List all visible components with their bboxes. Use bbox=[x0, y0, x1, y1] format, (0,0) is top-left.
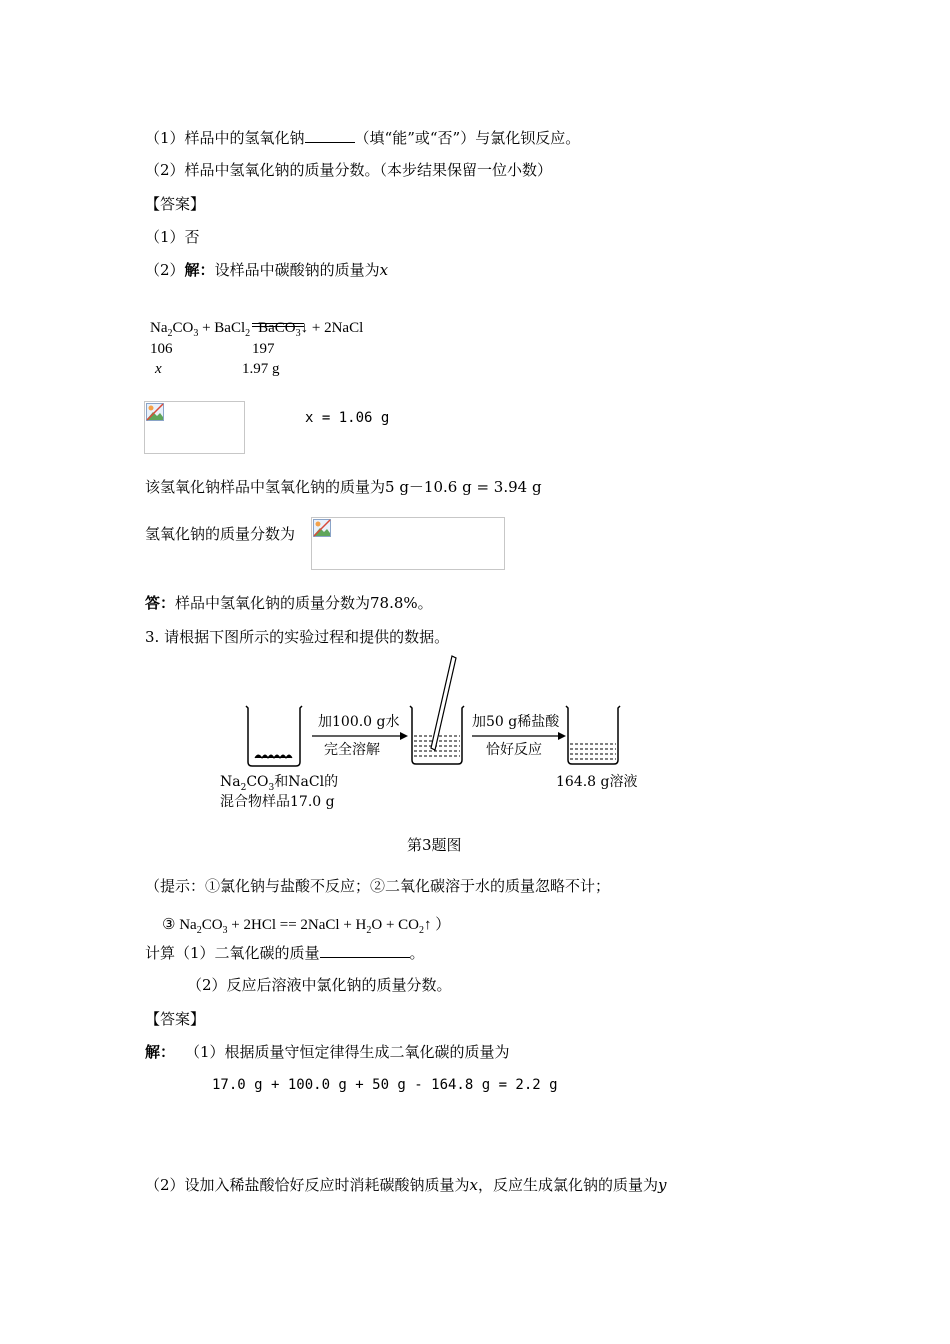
given-mass: 1.97 g bbox=[242, 361, 280, 377]
beaker-result bbox=[566, 706, 620, 764]
mass-fraction-line: 氢氧化钠的质量分数为 bbox=[145, 525, 296, 543]
figure-caption: 第3题图 bbox=[407, 836, 462, 854]
solution-2: （2）设加入稀盐酸恰好反应时消耗碳酸钠质量为x，反应生成氯化钠的质量为y bbox=[145, 1176, 667, 1194]
calc-2: （2）反应后溶液中氯化钠的质量分数。 bbox=[187, 976, 452, 994]
hint-line: （提示：①氯化钠与盐酸不反应；②二氧化碳溶于水的质量忽略不计； bbox=[145, 877, 611, 895]
naoh-mass-line: 该氢氧化钠样品中氢氧化钠的质量为5 g－10.6 g = 3.94 g bbox=[145, 478, 542, 496]
blank-line[interactable] bbox=[305, 127, 355, 143]
hint-equation: ③ $Na_2CO_3 + 2HCl$ == 2NaCl + $H_2O$ + $CO_2↑$ ） bbox=[162, 917, 451, 936]
answer-header: 【答案】 bbox=[145, 195, 206, 213]
answer-1: （1）否 bbox=[145, 228, 200, 246]
solution-1: 解： （1）根据质量守恒定律得生成二氧化碳的质量为 bbox=[145, 1043, 510, 1061]
beaker-solution bbox=[410, 656, 464, 764]
step1-bottom: 完全溶解 bbox=[324, 742, 380, 758]
reaction-equation: $Na_2CO_3$ + BaCl$_2$ BaCO$_3$↓ + 2NaCl bbox=[150, 320, 364, 339]
step2-bottom: 恰好反应 bbox=[486, 742, 542, 758]
q2-sub1: （1）样品中的氢氧化钠 （填“能”或“否”）与氯化钡反应。 bbox=[145, 129, 581, 147]
fraction-image-placeholder bbox=[311, 517, 505, 570]
molar-mass-1: 106 bbox=[150, 341, 173, 357]
sample-label-1: $Na_2CO_3$和NaCl的 bbox=[220, 774, 339, 793]
step1-top: 加100.0 g水 bbox=[318, 714, 400, 730]
result-x: x = 1.06 g bbox=[305, 410, 390, 426]
formula-image-placeholder bbox=[144, 401, 245, 454]
blank-line[interactable] bbox=[320, 942, 410, 958]
sample-label-2: 混合物样品17.0 g bbox=[220, 794, 335, 810]
answer-2-intro: （2）解：设样品中碳酸钠的质量为x bbox=[145, 261, 389, 279]
experiment-figure bbox=[210, 652, 650, 817]
result-label: 164.8 g溶液 bbox=[556, 774, 638, 790]
q3-title: 3. 请根据下图所示的实验过程和提供的数据。 bbox=[145, 628, 450, 646]
equals-double-line: BaCO bbox=[258, 318, 296, 338]
broken-image-icon bbox=[146, 403, 164, 421]
solution-1-equation: 17.0 g + 100.0 g + 50 g - 164.8 g = 2.2 g bbox=[212, 1077, 558, 1093]
q3-answer-header: 【答案】 bbox=[145, 1010, 206, 1028]
calc-1: 计算（1）二氧化碳的质量 。 bbox=[145, 944, 425, 962]
glass-rod bbox=[431, 656, 456, 750]
step2-top: 加50 g稀盐酸 bbox=[472, 714, 560, 730]
molar-mass-2: 197 bbox=[252, 341, 275, 357]
beaker-sample bbox=[246, 706, 302, 766]
broken-image-icon bbox=[313, 519, 331, 537]
final-answer: 答：样品中氢氧化钠的质量分数为78.8%。 bbox=[145, 594, 433, 612]
unknown-x: x bbox=[155, 361, 162, 377]
q2-sub2: （2）样品中氢氧化钠的质量分数。（本步结果保留一位小数） bbox=[145, 161, 553, 179]
